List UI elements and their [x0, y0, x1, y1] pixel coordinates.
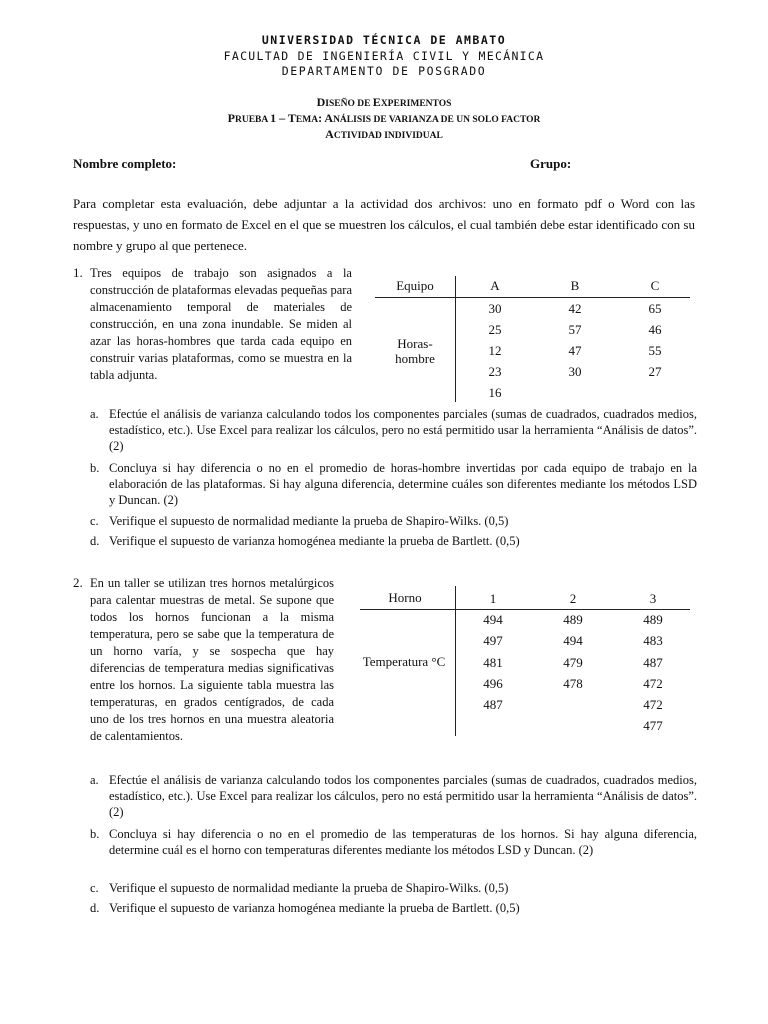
q2-col-header: 3: [649, 591, 657, 606]
q2-value-cell: 477: [643, 718, 663, 733]
q2-value-cell: 479: [563, 655, 583, 670]
q1-table-vrule: [455, 276, 456, 402]
q1-value-cell: 55: [648, 343, 662, 358]
name-label: Nombre completo:: [73, 156, 177, 171]
q1-value-cell: 27: [648, 364, 662, 379]
course-title: DISEÑO DE EXPERIMENTOS: [316, 95, 452, 109]
group-label: Grupo:: [530, 156, 572, 171]
q1-value-cell: 30: [488, 301, 502, 316]
q1-value-cell: 47: [568, 343, 582, 358]
q2-value-cell: 489: [563, 612, 583, 627]
q1-value-cell: 12: [488, 343, 502, 358]
q2-col-header: 1: [489, 591, 497, 606]
q2-value-cell: 497: [483, 633, 503, 648]
q2-value-cell: 496: [483, 676, 503, 691]
q2-value-cell: 481: [483, 655, 503, 670]
university-title: UNIVERSIDAD TÉCNICA DE AMBATO: [261, 33, 507, 47]
q1-value-cell: 65: [648, 301, 662, 316]
q1-value-cell: 57: [568, 322, 582, 337]
q2-value-cell: 487: [643, 655, 663, 670]
q2-item-d: d. Verifique el supuesto de varianza homogénea mediante la prueba de Bartlett. (0,5): [90, 901, 520, 915]
instructions-paragraph: Para completar esta evaluación, debe adjuntar a la actividad dos archivos: uno en formato pdf o Word con las respuestas, y uno en formato de Excel en el que se muestren los cálculos, el cual también debe estar identificado con su nombre y grupo al que pertenece.: [73, 196, 695, 253]
q2-table-header-label: Horno: [388, 590, 422, 605]
q1-item-a: a. Efectúe el análisis de varianza calculando todos los componentes parciales (sumas de cuadrados, cuadrados medios, estadístico, etc.). Use Excel para realizar los cálculos, pero no está permitido usar la herramienta “Análisis de datos”. (2): [90, 407, 697, 453]
q2-item-c: c. Verifique el supuesto de normalidad mediante la prueba de Shapiro-Wilks. (0,5): [90, 881, 509, 895]
q1-table-header-label: Equipo: [396, 278, 434, 293]
q2-value-cell: 494: [563, 633, 583, 648]
q1-value-cell: 25: [488, 322, 502, 337]
q1-value-cell: 16: [488, 385, 502, 400]
q2-table-hrule: [360, 609, 690, 610]
q2-statement: En un taller se utilizan tres hornos metalúrgicos para calentar muestras de metal. Se supone que todos los hornos funcionan a la misma temperatura, pero se sabe que la temperatura de un horno varía, y se sospecha que hay diferencias de temperatura medias significativas entre los hornos. La siguiente tabla muestra las temperaturas, en grados centígrados, de cada uno de los tres hornos en una muestra aleatoria de calentamientos.: [90, 576, 334, 743]
q2-item-a: a. Efectúe el análisis de varianza calculando todos los componentes parciales (sumas de cuadrados, cuadrados medios, estadístico, etc.). Use Excel para realizar los cálculos, pero no está permitido usar la herramienta “Análisis de datos”. (2): [90, 773, 697, 819]
q1-value-cell: 42: [568, 301, 582, 316]
q1-col-header: A: [490, 278, 500, 293]
q2-value-cell: 489: [643, 612, 663, 627]
faculty-title: FACULTAD DE INGENIERÍA CIVIL Y MECÁNICA: [223, 49, 545, 63]
q2-value-cell: 472: [643, 697, 663, 712]
q2-number: 2.: [73, 575, 83, 590]
q1-row-label: Horas- hombre: [395, 336, 435, 366]
q1-col-header: C: [650, 278, 660, 293]
q1-value-cell: 46: [648, 322, 662, 337]
q2-value-cell: 494: [483, 612, 503, 627]
q1-item-c: c. Verifique el supuesto de normalidad mediante la prueba de Shapiro-Wilks. (0,5): [90, 514, 509, 528]
q2-col-header: 2: [569, 591, 577, 606]
q2-value-cell: 472: [643, 676, 663, 691]
q2-item-b: b. Concluya si hay diferencia o no en el promedio de las temperaturas de los hornos. Si hay alguna diferencia, determine cuál es el horno con temperaturas diferentes mediante los métodos LSD y Duncan. (2): [90, 827, 697, 857]
q2-value-cell: 478: [563, 676, 583, 691]
test-title: PRUEBA 1 – TEMA: ANÁLISIS DE VARIANZA DE UN SOLO FACTOR: [227, 111, 541, 125]
q1-value-cell: 23: [488, 364, 502, 379]
q1-item-b: b. Concluya si hay diferencia o no en el promedio de horas-hombre invertidas por cada equipo de trabajo en la elaboración de las plataformas. Si hay alguna diferencia, determine cuáles son diferentes mediante los métodos LSD y Duncan. (2): [90, 461, 697, 507]
q1-table-hrule: [375, 297, 690, 298]
q2-value-cell: 483: [643, 633, 663, 648]
q1-statement: Tres equipos de trabajo son asignados a la construcción de plataformas elevadas pequeñas para almacenamiento temporal de materiales de construcción, en una zona inundable. Se miden al azar las horas-hombres que tarda cada equipo en construir varias plataformas, como se muestra en la tabla adjunta.: [90, 266, 352, 382]
q2-value-cell: 487: [483, 697, 503, 712]
q1-col-header: B: [570, 278, 580, 293]
q1-value-cell: 30: [568, 364, 582, 379]
department-title: DEPARTAMENTO DE POSGRADO: [281, 64, 487, 78]
q1-item-d: d. Verifique el supuesto de varianza homogénea mediante la prueba de Bartlett. (0,5): [90, 534, 520, 548]
q1-number: 1.: [73, 265, 83, 280]
activity-title: ACTIVIDAD INDIVIDUAL: [325, 127, 443, 141]
q2-row-label: Temperatura °C: [362, 654, 446, 669]
